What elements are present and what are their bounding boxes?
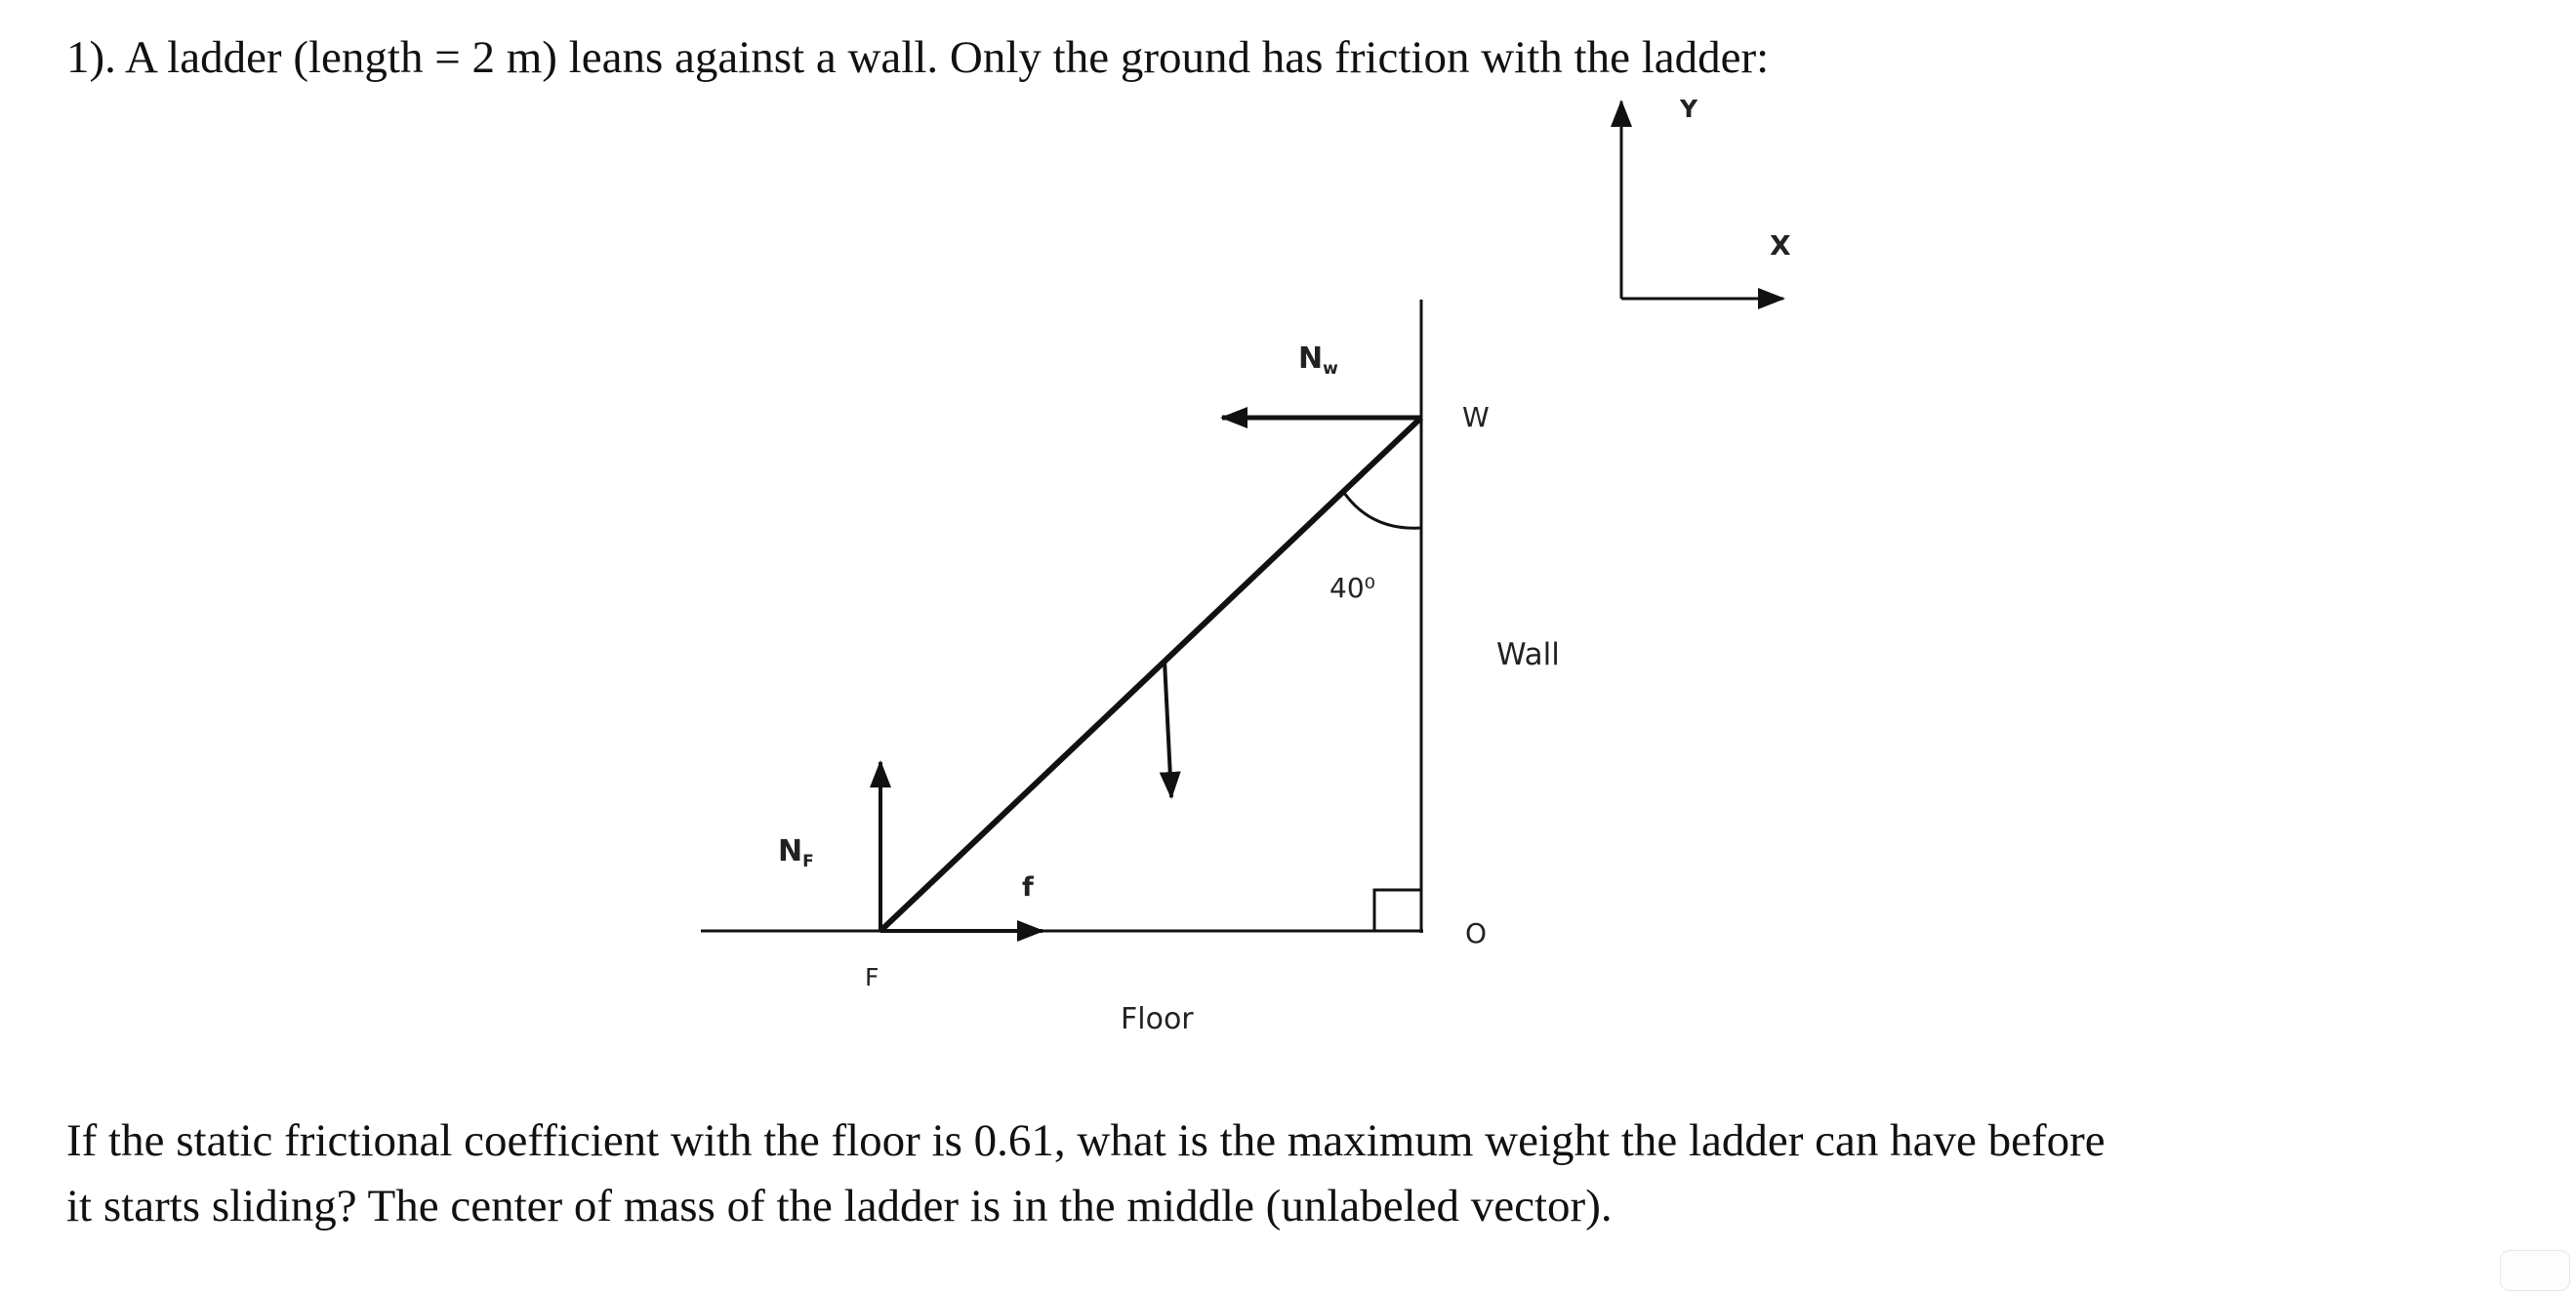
top-point-label: W xyxy=(1462,401,1490,433)
corner-point-label: O xyxy=(1465,917,1488,949)
angle-label: 40⁰ xyxy=(1329,572,1375,604)
wall-label: Wall xyxy=(1496,637,1560,672)
coordinate-axes xyxy=(1621,95,1791,299)
friction-label: f xyxy=(1022,872,1034,903)
ladder xyxy=(880,418,1421,931)
question-body-line-1: If the static frictional coefficient with the floor is 0.61, what is the maximum weight the ladder can have before xyxy=(66,1115,2106,1166)
y-axis-label: Y xyxy=(1680,95,1698,123)
weight-vector-arrow xyxy=(1165,661,1171,797)
floor-normal-label: $N_F$ xyxy=(778,834,814,871)
right-angle-marker xyxy=(1374,890,1421,931)
floor-label: Floor xyxy=(1121,1002,1194,1036)
x-axis-label: X xyxy=(1770,229,1791,262)
question-body-line-2: it starts sliding? The center of mass of the ladder is in the middle (unlabeled vector). xyxy=(66,1181,1613,1231)
question-title: 1). A ladder (length = 2 m) leans against a wall. Only the ground has friction with the ladder: xyxy=(66,32,1770,83)
bottom-point-label: F xyxy=(865,963,879,991)
wall-normal-label: $N_w$ xyxy=(1298,342,1338,379)
angle-arc xyxy=(1344,493,1421,528)
corner-widget[interactable] xyxy=(2500,1250,2570,1291)
